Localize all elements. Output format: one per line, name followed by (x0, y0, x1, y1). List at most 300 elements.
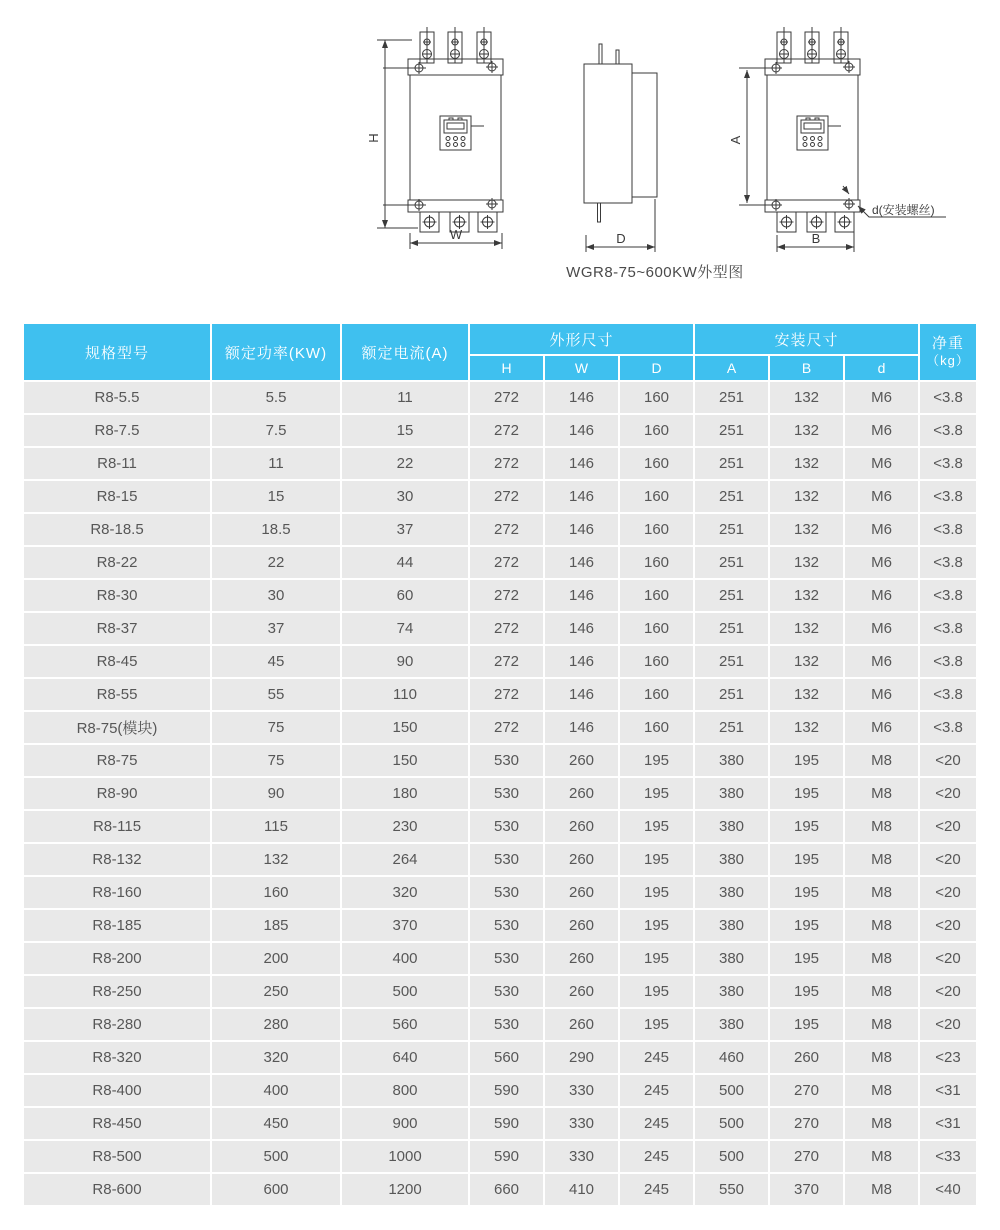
table-row (24, 481, 976, 512)
cell-dim-w: 260 (545, 745, 618, 776)
cell-dim-w: 260 (545, 778, 618, 809)
cell-power: 280 (212, 1009, 340, 1040)
cell-dim-w: 330 (545, 1141, 618, 1172)
cell-mount-a: 500 (695, 1141, 768, 1172)
cell-screw: M8 (845, 1009, 918, 1040)
header-outline-group: 外形尺寸 (470, 324, 693, 354)
cell-dim-h: 530 (470, 844, 543, 875)
cell-dim-w: 260 (545, 811, 618, 842)
cell-weight: <3.8 (920, 547, 976, 578)
cell-model: R8-30 (24, 580, 210, 611)
cell-mount-b: 132 (770, 547, 843, 578)
spec-table (22, 322, 978, 1207)
cell-power: 18.5 (212, 514, 340, 545)
mounting-screw-note: d(安装螺丝) (872, 203, 935, 217)
cell-dim-h: 660 (470, 1174, 543, 1205)
cell-power: 200 (212, 943, 340, 974)
cell-mount-a: 251 (695, 547, 768, 578)
table-row (24, 679, 976, 710)
cell-screw: M8 (845, 811, 918, 842)
dim-label-w: W (449, 227, 463, 242)
cell-model: R8-7.5 (24, 415, 210, 446)
cell-current: 150 (342, 712, 468, 743)
cell-current: 800 (342, 1075, 468, 1106)
header-mounting-group: 安装尺寸 (695, 324, 918, 354)
cell-power: 600 (212, 1174, 340, 1205)
cell-mount-b: 132 (770, 415, 843, 446)
cell-dim-d: 160 (620, 712, 693, 743)
mounting-view-drawing (728, 27, 946, 252)
cell-dim-w: 146 (545, 382, 618, 413)
cell-mount-b: 195 (770, 811, 843, 842)
cell-dim-w: 260 (545, 943, 618, 974)
cell-dim-d: 195 (620, 745, 693, 776)
table-row (24, 1174, 976, 1205)
cell-current: 60 (342, 580, 468, 611)
cell-dim-w: 146 (545, 448, 618, 479)
dim-label-b: B (811, 231, 821, 246)
table-row (24, 448, 976, 479)
cell-power: 45 (212, 646, 340, 677)
header-weight (920, 324, 976, 380)
cell-dim-d: 195 (620, 844, 693, 875)
cell-dim-w: 260 (545, 1009, 618, 1040)
cell-current: 400 (342, 943, 468, 974)
cell-screw: M8 (845, 1174, 918, 1205)
subheader-screw: d (845, 356, 918, 380)
cell-dim-d: 195 (620, 910, 693, 941)
side-view-drawing (584, 44, 657, 252)
cell-weight: <3.8 (920, 415, 976, 446)
cell-mount-a: 251 (695, 448, 768, 479)
header-current: 额定电流(A) (342, 324, 468, 380)
cell-power: 320 (212, 1042, 340, 1073)
cell-dim-w: 146 (545, 415, 618, 446)
cell-current: 320 (342, 877, 468, 908)
subheader-d: D (620, 356, 693, 380)
cell-screw: M8 (845, 877, 918, 908)
cell-dim-w: 146 (545, 646, 618, 677)
cell-screw: M8 (845, 844, 918, 875)
header-weight-line1: 净重 (932, 335, 965, 352)
cell-weight: <3.8 (920, 646, 976, 677)
cell-model: R8-200 (24, 943, 210, 974)
cell-current: 370 (342, 910, 468, 941)
cell-mount-b: 132 (770, 481, 843, 512)
cell-mount-a: 380 (695, 811, 768, 842)
cell-power: 75 (212, 745, 340, 776)
cell-weight: <20 (920, 844, 976, 875)
cell-dim-h: 272 (470, 514, 543, 545)
cell-mount-b: 195 (770, 778, 843, 809)
table-row (24, 382, 976, 413)
cell-mount-b: 195 (770, 877, 843, 908)
cell-current: 230 (342, 811, 468, 842)
cell-current: 90 (342, 646, 468, 677)
cell-dim-h: 590 (470, 1075, 543, 1106)
cell-model: R8-45 (24, 646, 210, 677)
cell-power: 500 (212, 1141, 340, 1172)
cell-screw: M6 (845, 382, 918, 413)
cell-dim-h: 272 (470, 481, 543, 512)
cell-power: 55 (212, 679, 340, 710)
cell-dim-h: 272 (470, 448, 543, 479)
table-row (24, 943, 976, 974)
cell-current: 500 (342, 976, 468, 1007)
cell-dim-d: 160 (620, 481, 693, 512)
cell-model: R8-18.5 (24, 514, 210, 545)
cell-model: R8-280 (24, 1009, 210, 1040)
cell-dim-d: 195 (620, 778, 693, 809)
front-view-drawing (366, 27, 503, 249)
cell-dim-d: 195 (620, 811, 693, 842)
cell-mount-b: 195 (770, 844, 843, 875)
cell-model: R8-320 (24, 1042, 210, 1073)
cell-power: 400 (212, 1075, 340, 1106)
cell-power: 22 (212, 547, 340, 578)
cell-mount-b: 195 (770, 910, 843, 941)
cell-dim-w: 260 (545, 976, 618, 1007)
table-row (24, 811, 976, 842)
cell-mount-b: 195 (770, 976, 843, 1007)
cell-mount-a: 251 (695, 382, 768, 413)
cell-power: 15 (212, 481, 340, 512)
cell-dim-h: 272 (470, 547, 543, 578)
cell-dim-d: 160 (620, 514, 693, 545)
cell-dim-w: 260 (545, 910, 618, 941)
cell-mount-a: 380 (695, 844, 768, 875)
cell-current: 640 (342, 1042, 468, 1073)
table-row (24, 415, 976, 446)
cell-dim-h: 530 (470, 811, 543, 842)
cell-model: R8-115 (24, 811, 210, 842)
subheader-a: A (695, 356, 768, 380)
figure-caption: WGR8-75~600KW外型图 (566, 264, 744, 281)
cell-screw: M6 (845, 679, 918, 710)
cell-model: R8-90 (24, 778, 210, 809)
cell-mount-a: 251 (695, 712, 768, 743)
cell-mount-b: 195 (770, 1009, 843, 1040)
cell-dim-d: 245 (620, 1108, 693, 1139)
cell-weight: <3.8 (920, 514, 976, 545)
cell-model: R8-22 (24, 547, 210, 578)
cell-current: 150 (342, 745, 468, 776)
cell-dim-d: 160 (620, 382, 693, 413)
cell-power: 11 (212, 448, 340, 479)
cell-screw: M8 (845, 1108, 918, 1139)
cell-dim-w: 146 (545, 547, 618, 578)
cell-screw: M8 (845, 976, 918, 1007)
cell-dim-h: 530 (470, 778, 543, 809)
cell-dim-w: 330 (545, 1075, 618, 1106)
cell-current: 560 (342, 1009, 468, 1040)
table-row (24, 976, 976, 1007)
cell-screw: M6 (845, 514, 918, 545)
cell-current: 74 (342, 613, 468, 644)
cell-mount-b: 270 (770, 1108, 843, 1139)
cell-power: 90 (212, 778, 340, 809)
cell-weight: <33 (920, 1141, 976, 1172)
spec-table-body (24, 382, 976, 1205)
cell-dim-h: 590 (470, 1108, 543, 1139)
cell-dim-h: 530 (470, 976, 543, 1007)
cell-weight: <3.8 (920, 382, 976, 413)
cell-screw: M8 (845, 1075, 918, 1106)
cell-dim-h: 530 (470, 910, 543, 941)
cell-dim-w: 146 (545, 679, 618, 710)
cell-weight: <20 (920, 745, 976, 776)
cell-screw: M6 (845, 481, 918, 512)
cell-mount-a: 251 (695, 415, 768, 446)
cell-dim-h: 272 (470, 580, 543, 611)
cell-mount-b: 370 (770, 1174, 843, 1205)
subheader-w: W (545, 356, 618, 380)
cell-current: 22 (342, 448, 468, 479)
cell-weight: <40 (920, 1174, 976, 1205)
cell-dim-d: 245 (620, 1075, 693, 1106)
cell-model: R8-160 (24, 877, 210, 908)
cell-screw: M8 (845, 778, 918, 809)
table-row (24, 1108, 976, 1139)
cell-dim-d: 245 (620, 1174, 693, 1205)
table-row (24, 646, 976, 677)
cell-dim-h: 272 (470, 382, 543, 413)
cell-mount-b: 132 (770, 580, 843, 611)
cell-power: 115 (212, 811, 340, 842)
cell-current: 37 (342, 514, 468, 545)
cell-mount-a: 251 (695, 580, 768, 611)
cell-mount-a: 251 (695, 514, 768, 545)
cell-model: R8-250 (24, 976, 210, 1007)
dim-label-a: A (728, 135, 743, 145)
cell-screw: M6 (845, 415, 918, 446)
cell-dim-h: 530 (470, 1009, 543, 1040)
table-row (24, 514, 976, 545)
cell-mount-b: 270 (770, 1141, 843, 1172)
cell-model: R8-500 (24, 1141, 210, 1172)
cell-weight: <3.8 (920, 679, 976, 710)
cell-weight: <20 (920, 1009, 976, 1040)
cell-weight: <20 (920, 976, 976, 1007)
cell-screw: M6 (845, 712, 918, 743)
cell-mount-a: 380 (695, 877, 768, 908)
table-row (24, 844, 976, 875)
cell-dim-w: 260 (545, 844, 618, 875)
cell-dim-w: 330 (545, 1108, 618, 1139)
table-row (24, 910, 976, 941)
cell-mount-a: 500 (695, 1075, 768, 1106)
table-row (24, 1075, 976, 1106)
cell-mount-b: 132 (770, 712, 843, 743)
cell-weight: <20 (920, 943, 976, 974)
cell-dim-w: 146 (545, 613, 618, 644)
cell-screw: M6 (845, 580, 918, 611)
cell-model: R8-600 (24, 1174, 210, 1205)
table-row (24, 1141, 976, 1172)
cell-dim-d: 160 (620, 646, 693, 677)
cell-current: 1200 (342, 1174, 468, 1205)
cell-dim-w: 146 (545, 712, 618, 743)
cell-mount-a: 380 (695, 976, 768, 1007)
table-row (24, 778, 976, 809)
cell-dim-w: 146 (545, 514, 618, 545)
cell-current: 30 (342, 481, 468, 512)
cell-screw: M8 (845, 1042, 918, 1073)
cell-mount-a: 460 (695, 1042, 768, 1073)
cell-dim-w: 146 (545, 580, 618, 611)
cell-mount-b: 132 (770, 646, 843, 677)
cell-model: R8-11 (24, 448, 210, 479)
cell-dim-h: 560 (470, 1042, 543, 1073)
cell-current: 900 (342, 1108, 468, 1139)
cell-screw: M6 (845, 448, 918, 479)
cell-weight: <31 (920, 1108, 976, 1139)
cell-screw: M8 (845, 745, 918, 776)
cell-mount-a: 251 (695, 613, 768, 644)
cell-mount-b: 132 (770, 514, 843, 545)
cell-dim-d: 195 (620, 943, 693, 974)
header-power: 额定功率(KW) (212, 324, 340, 380)
cell-dim-w: 260 (545, 877, 618, 908)
cell-model: R8-185 (24, 910, 210, 941)
cell-power: 5.5 (212, 382, 340, 413)
cell-power: 132 (212, 844, 340, 875)
dim-label-h: H (366, 133, 381, 143)
outline-drawing (330, 14, 990, 259)
cell-weight: <20 (920, 811, 976, 842)
cell-model: R8-5.5 (24, 382, 210, 413)
table-row (24, 580, 976, 611)
cell-power: 7.5 (212, 415, 340, 446)
table-row (24, 712, 976, 743)
cell-mount-b: 260 (770, 1042, 843, 1073)
cell-current: 264 (342, 844, 468, 875)
cell-weight: <3.8 (920, 712, 976, 743)
cell-dim-h: 272 (470, 646, 543, 677)
cell-screw: M8 (845, 1141, 918, 1172)
cell-mount-a: 380 (695, 745, 768, 776)
header-weight-line2: （kg） (926, 353, 970, 368)
cell-model: R8-55 (24, 679, 210, 710)
cell-dim-w: 410 (545, 1174, 618, 1205)
cell-screw: M6 (845, 646, 918, 677)
cell-model: R8-132 (24, 844, 210, 875)
cell-dim-h: 530 (470, 745, 543, 776)
cell-mount-a: 251 (695, 679, 768, 710)
cell-dim-d: 195 (620, 976, 693, 1007)
cell-mount-a: 380 (695, 910, 768, 941)
cell-weight: <3.8 (920, 448, 976, 479)
cell-mount-a: 380 (695, 778, 768, 809)
cell-dim-h: 272 (470, 679, 543, 710)
spec-table-container (22, 322, 978, 1207)
cell-weight: <31 (920, 1075, 976, 1106)
table-row (24, 745, 976, 776)
cell-model: R8-75(模块) (24, 712, 210, 743)
cell-dim-d: 195 (620, 877, 693, 908)
cell-mount-a: 380 (695, 943, 768, 974)
cell-mount-a: 380 (695, 1009, 768, 1040)
cell-weight: <3.8 (920, 580, 976, 611)
cell-power: 160 (212, 877, 340, 908)
cell-dim-h: 530 (470, 877, 543, 908)
cell-dim-d: 160 (620, 415, 693, 446)
cell-model: R8-15 (24, 481, 210, 512)
table-row (24, 613, 976, 644)
cell-mount-b: 195 (770, 745, 843, 776)
cell-dim-d: 160 (620, 448, 693, 479)
cell-power: 250 (212, 976, 340, 1007)
cell-weight: <3.8 (920, 481, 976, 512)
cell-power: 30 (212, 580, 340, 611)
cell-weight: <20 (920, 778, 976, 809)
cell-mount-a: 550 (695, 1174, 768, 1205)
cell-dim-d: 245 (620, 1042, 693, 1073)
cell-dim-d: 160 (620, 679, 693, 710)
cell-dim-d: 160 (620, 580, 693, 611)
cell-dim-h: 590 (470, 1141, 543, 1172)
cell-mount-b: 132 (770, 448, 843, 479)
cell-dim-w: 146 (545, 481, 618, 512)
table-row (24, 547, 976, 578)
cell-screw: M8 (845, 910, 918, 941)
cell-mount-b: 132 (770, 382, 843, 413)
cell-mount-b: 132 (770, 679, 843, 710)
cell-weight: <3.8 (920, 613, 976, 644)
cell-dim-h: 530 (470, 943, 543, 974)
cell-dim-h: 272 (470, 712, 543, 743)
cell-screw: M6 (845, 547, 918, 578)
cell-weight: <20 (920, 910, 976, 941)
cell-mount-a: 251 (695, 481, 768, 512)
cell-model: R8-37 (24, 613, 210, 644)
cell-power: 37 (212, 613, 340, 644)
cell-mount-a: 251 (695, 646, 768, 677)
subheader-b: B (770, 356, 843, 380)
dim-label-d: D (616, 231, 626, 246)
cell-current: 180 (342, 778, 468, 809)
cell-mount-b: 270 (770, 1075, 843, 1106)
table-row (24, 1042, 976, 1073)
cell-dim-w: 290 (545, 1042, 618, 1073)
cell-current: 44 (342, 547, 468, 578)
cell-weight: <23 (920, 1042, 976, 1073)
cell-screw: M8 (845, 943, 918, 974)
cell-dim-d: 245 (620, 1141, 693, 1172)
cell-power: 75 (212, 712, 340, 743)
cell-current: 110 (342, 679, 468, 710)
cell-current: 1000 (342, 1141, 468, 1172)
cell-model: R8-75 (24, 745, 210, 776)
cell-dim-d: 195 (620, 1009, 693, 1040)
table-row (24, 877, 976, 908)
cell-mount-b: 195 (770, 943, 843, 974)
cell-power: 450 (212, 1108, 340, 1139)
cell-model: R8-450 (24, 1108, 210, 1139)
header-model: 规格型号 (24, 324, 210, 380)
cell-mount-b: 132 (770, 613, 843, 644)
subheader-h: H (470, 356, 543, 380)
table-row (24, 1009, 976, 1040)
cell-dim-h: 272 (470, 415, 543, 446)
cell-dim-d: 160 (620, 547, 693, 578)
cell-screw: M6 (845, 613, 918, 644)
cell-current: 15 (342, 415, 468, 446)
cell-dim-h: 272 (470, 613, 543, 644)
cell-power: 185 (212, 910, 340, 941)
cell-mount-a: 500 (695, 1108, 768, 1139)
cell-weight: <20 (920, 877, 976, 908)
